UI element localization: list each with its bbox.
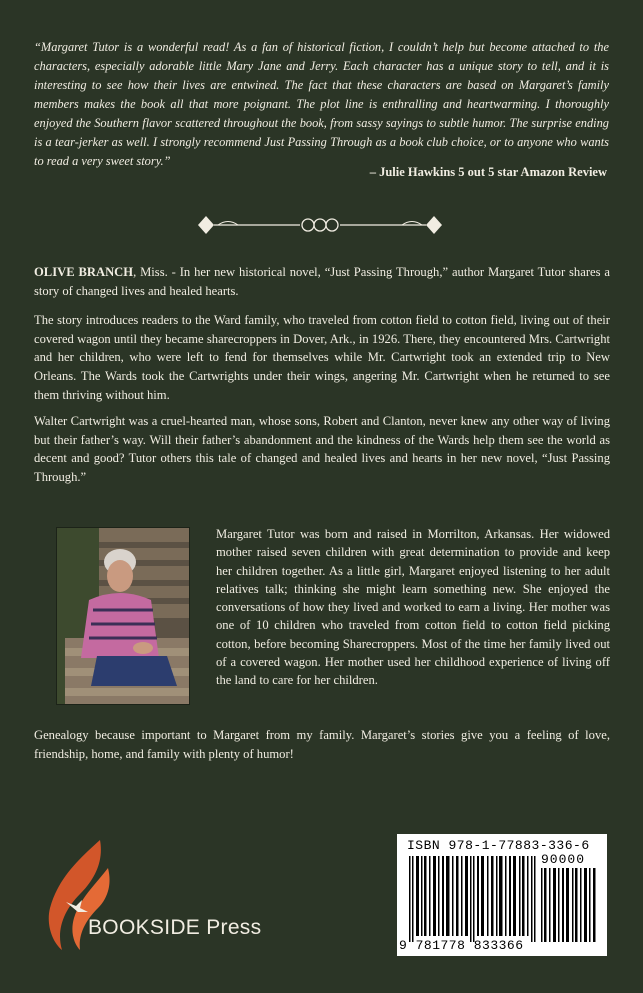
ean-digits: 9 781778 833366 bbox=[399, 938, 524, 953]
price-code: 90000 bbox=[541, 852, 586, 867]
flourish-divider-icon bbox=[190, 210, 450, 240]
author-bio: Margaret Tutor was born and raised in Morrilton, Arkansas. Her widowed mother raised seven children with great determination to provide and keep her children together. As a little girl, Margaret enjoyed listening to her adult relatives talk; thinking she might learn something new. She enjoyed the conversations of how they lived and worked to earn a living. Her mother was one of 10 children who traveled from cotton field to cotton field picking cotton, before becoming Sharecroppers. Most of the time her family lived out of a covered wagon. Her mother used her childhood experience of living off the land to care for her children. bbox=[216, 527, 610, 688]
publisher-logo bbox=[40, 838, 270, 958]
review-quote: “Margaret Tutor is a wonderful read! As a fan of historical fiction, I couldn’t help but become attached to the characters, especially adorable little Mary Jane and Jerry. Each character has a unique story to tell, and it is interesting to see how their lives are entwined. The fact that these characters are based on Margaret’s family members makes the book all that more poignant. The plot line is enthralling and heartwarming. I thoroughly enjoyed the Southern flavor scattered throughout the book, from sassy sayings to subtle humor. The surprise ending is a tear-jerker as well. I strongly recommend Just Passing Through as a book club choice, or to anyone who wants to read a very sweet story.” bbox=[34, 40, 609, 168]
article-paragraph-2: The story introduces readers to the Ward family, who traveled from cotton field to cotton field, living out of their covered wagon until they became sharecroppers in Dover, Ark., in 1926. There, they encountered Mrs. Cartwright and her children, who were left to fend for themselves while Mr. Cartwright took an extended trip to New Orleans. The Wards took the Cartwrights under their wings, angering Mr. Cartwright when he returned to see them thriving without him. bbox=[34, 313, 610, 402]
isbn-label: ISBN 978-1-77883-336-6 bbox=[407, 838, 590, 853]
article-paragraph-1 bbox=[34, 263, 610, 300]
publisher-name: BOOKSIDE Press bbox=[88, 916, 262, 939]
barcode-addon-icon bbox=[541, 868, 597, 942]
review-attribution: – Julie Hawkins 5 out 5 star Amazon Review bbox=[369, 165, 607, 179]
isbn-barcode bbox=[397, 834, 607, 956]
author-photo bbox=[56, 527, 190, 705]
barcode-bars-icon bbox=[409, 856, 537, 942]
dateline: OLIVE BRANCH bbox=[34, 265, 134, 279]
article-paragraph-3: Walter Cartwright was a cruel-hearted man, whose sons, Robert and Clanton, never knew any other way of living but their father’s way. Will their father’s abandonment and the kindness of the Wards help them see the world as decent and good? Tutor others this tale of changed and healed lives and hearts in her new novel, “Just Passing Through.” bbox=[34, 414, 610, 485]
article-paragraph-1-text: , Miss. - In her new historical novel, “Just Passing Through,” author Margaret Tutor shares a story of changed lives and healed hearts. bbox=[34, 265, 610, 298]
closing-paragraph: Genealogy because important to Margaret from my family. Margaret’s stories give you a feeling of love, friendship, home, and family with plenty of humor! bbox=[34, 728, 610, 761]
